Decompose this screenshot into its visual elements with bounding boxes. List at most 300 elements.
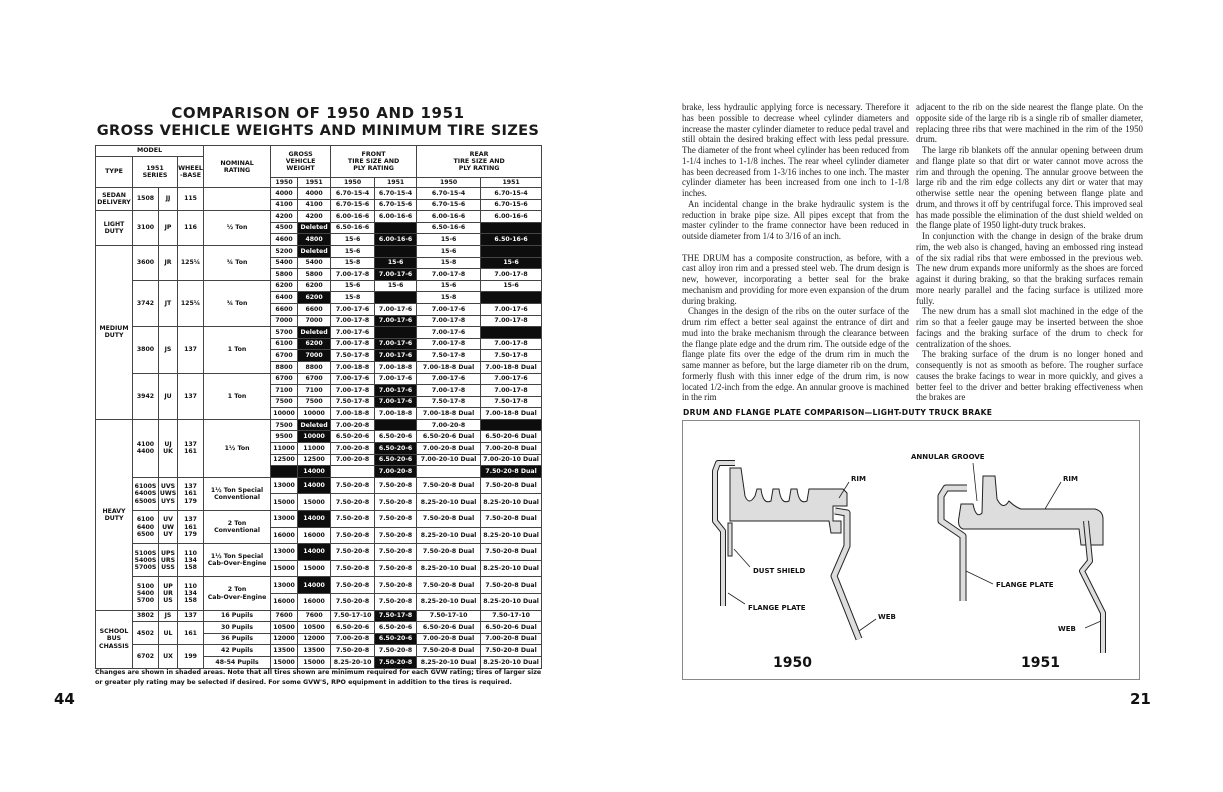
table-row <box>96 477 542 494</box>
series-number: 3942 <box>133 373 159 419</box>
gvw-1950: 13500 <box>271 645 298 657</box>
series-code: UJ UK <box>159 419 178 477</box>
front-tire-1951: 7.50-20-8 <box>375 577 417 594</box>
rear-tire-1950: 7.00-17-8 <box>417 338 481 350</box>
rear-tire-1951 <box>481 222 542 234</box>
gvw-1950: 5800 <box>271 269 298 281</box>
front-tire-1951: 6.50-20-6 <box>375 622 417 634</box>
front-tire-1950: 7.50-20-8 <box>331 477 375 494</box>
series-code: UVS UWS UYS <box>159 477 178 510</box>
gvw-1951: Deleted <box>298 245 331 257</box>
front-tire-1951: 6.00-16-6 <box>375 234 417 246</box>
rear-tire-1950: 15-8 <box>417 292 481 304</box>
rear-tire-1950: 8.25-20-10 Dual <box>417 560 481 577</box>
gvw-1951: 12500 <box>298 454 331 466</box>
front-tire-1950: 7.00-17-6 <box>331 303 375 315</box>
nominal-rating: 1½ Ton Special Conventional <box>204 477 271 510</box>
gvw-1950: 6700 <box>271 373 298 385</box>
table-row <box>96 280 542 292</box>
gvw-1950: 12000 <box>271 633 298 645</box>
gvw-1950: 10000 <box>271 408 298 420</box>
label-web-1951: WEB <box>1058 625 1076 633</box>
rear-tire-1951: 7.50-17-10 <box>481 610 542 622</box>
series-number: 6100S 6400S 6500S <box>133 477 159 510</box>
rear-tire-1950: 7.50-20-8 Dual <box>417 577 481 594</box>
gvw-1950: 6600 <box>271 303 298 315</box>
rear-tire-1951: 6.50-16-6 <box>481 234 542 246</box>
gvw-1951: 14000 <box>298 466 331 478</box>
header-year: 1950 <box>417 177 481 188</box>
front-tire-1951: 7.50-20-8 <box>375 494 417 511</box>
gvw-1951: 11000 <box>298 443 331 455</box>
wheelbase: 116 <box>178 211 204 246</box>
front-tire-1950: 7.50-17-8 <box>331 350 375 362</box>
rear-tire-1950: 8.25-20-10 Dual <box>417 527 481 544</box>
rear-tire-1951: 7.50-20-8 Dual <box>481 511 542 528</box>
gvw-1951: 8800 <box>298 361 331 373</box>
rear-tire-1950: 7.50-20-8 Dual <box>417 645 481 657</box>
label-rim-1950: RIM <box>851 475 866 483</box>
header-type: TYPE <box>96 156 133 188</box>
series-number: 5100S 5400S 5700S <box>133 544 159 577</box>
table-row <box>96 622 542 634</box>
gvw-1950: 4100 <box>271 199 298 211</box>
rear-tire-1950: 7.50-20-8 Dual <box>417 544 481 561</box>
front-tire-1950: 15-8 <box>331 292 375 304</box>
rear-tire-1951: 7.00-17-8 <box>481 338 542 350</box>
front-tire-1950: 7.50-20-8 <box>331 645 375 657</box>
rear-tire-1951 <box>481 245 542 257</box>
gvw-1951: 6200 <box>298 338 331 350</box>
rear-tire-1950: 7.50-17-10 <box>417 610 481 622</box>
label-year-1951: 1951 <box>1021 655 1060 671</box>
front-tire-1950: 7.00-17-8 <box>331 338 375 350</box>
rear-tire-1951: 6.50-20-6 Dual <box>481 622 542 634</box>
front-tire-1951: 7.00-17-6 <box>375 385 417 397</box>
table-row <box>96 245 542 257</box>
rear-tire-1950: 15-6 <box>417 245 481 257</box>
front-tire-1950: 7.50-20-8 <box>331 544 375 561</box>
nominal-rating: 30 Pupils <box>204 622 271 634</box>
paragraph: THE DRUM has a composite construction, as before, with a cast alloy iron rim and a pressed steel web. The drum design is new, however, incorporating a better seal for the brake mechanism and providing for more even expansion of the drum during braking. <box>682 252 909 306</box>
front-tire-1950: 7.50-20-8 <box>331 511 375 528</box>
front-tire-1950: 7.50-20-8 <box>331 494 375 511</box>
front-tire-1951 <box>375 292 417 304</box>
series-number: 3800 <box>133 327 159 373</box>
rear-tire-1951 <box>481 419 542 431</box>
front-tire-1950: 7.00-17-8 <box>331 385 375 397</box>
drum-flange-figure <box>682 420 1140 680</box>
series-number: 3600 <box>133 245 159 280</box>
rear-tire-1951: 7.50-20-8 Dual <box>481 477 542 494</box>
vehicle-type: MEDIUM DUTY <box>96 245 133 419</box>
series-code: JT <box>159 280 178 326</box>
wheelbase: 137 161 179 <box>178 511 204 544</box>
front-tire-1951: 7.00-17-6 <box>375 303 417 315</box>
series-number: 4100 4400 <box>133 419 159 477</box>
gvw-1950: 4500 <box>271 222 298 234</box>
gvw-1951: 4000 <box>298 188 331 200</box>
nominal-rating: 1½ Ton Special Cab-Over-Engine <box>204 544 271 577</box>
gvw-1951: 4200 <box>298 211 331 223</box>
nominal-rating: 16 Pupils <box>204 610 271 622</box>
front-tire-1951: 7.00-17-6 <box>375 350 417 362</box>
gvw-1951: 16000 <box>298 594 331 611</box>
front-tire-1951: 6.50-20-6 <box>375 454 417 466</box>
front-tire-1950: 7.00-17-6 <box>331 373 375 385</box>
gvw-1950: 8800 <box>271 361 298 373</box>
series-code: UPS URS USS <box>159 544 178 577</box>
table-row <box>96 327 542 339</box>
gvw-1950: 7100 <box>271 385 298 397</box>
front-tire-1950: 7.00-20-8 <box>331 633 375 645</box>
rear-tire-1950: 7.00-17-6 <box>417 327 481 339</box>
gvw-1951: 6200 <box>298 292 331 304</box>
gvw-1950: 5400 <box>271 257 298 269</box>
gvw-1951: 12000 <box>298 633 331 645</box>
front-tire-1951: 7.50-17-8 <box>375 610 417 622</box>
rear-tire-1951 <box>481 292 542 304</box>
wheelbase: 125¼ <box>178 280 204 326</box>
front-tire-1950: 6.50-20-6 <box>331 622 375 634</box>
rear-tire-1950: 7.00-18-8 Dual <box>417 408 481 420</box>
wheelbase: 137 <box>178 373 204 419</box>
front-tire-1951: 7.50-20-8 <box>375 594 417 611</box>
rear-tire-1951: 7.00-17-6 <box>481 303 542 315</box>
gvw-1950: 15000 <box>271 656 298 668</box>
rear-tire-1950: 6.50-20-6 Dual <box>417 431 481 443</box>
label-rim-1951: RIM <box>1063 475 1078 483</box>
wheelbase: 110 134 158 <box>178 544 204 577</box>
gvw-1951: 15000 <box>298 656 331 668</box>
front-tire-1950: 15-6 <box>331 234 375 246</box>
front-tire-1951: 7.50-20-8 <box>375 511 417 528</box>
gvw-1951: 16000 <box>298 527 331 544</box>
rear-tire-1951: 7.00-17-6 <box>481 373 542 385</box>
gvw-1951: 14000 <box>298 477 331 494</box>
rear-tire-1950: 7.00-18-8 Dual <box>417 361 481 373</box>
nominal-rating <box>204 188 271 211</box>
series-code: JS <box>159 327 178 373</box>
front-tire-1951: 7.00-18-8 <box>375 408 417 420</box>
rear-tire-1950: 7.50-20-8 Dual <box>417 477 481 494</box>
rim-1950 <box>730 468 847 533</box>
gvw-1950: 6400 <box>271 292 298 304</box>
wheelbase: 110 134 158 <box>178 577 204 610</box>
rear-tire-1950: 8.25-20-10 Dual <box>417 594 481 611</box>
series-number: 6100 6400 6500 <box>133 511 159 544</box>
header-year: 1950 <box>331 177 375 188</box>
label-year-1950: 1950 <box>773 655 812 671</box>
front-tire-1951: 7.50-20-8 <box>375 656 417 668</box>
gvw-1951: 5400 <box>298 257 331 269</box>
gvw-1950 <box>271 466 298 478</box>
label-annular-groove: ANNULAR GROOVE <box>911 453 985 461</box>
front-tire-1951: 7.00-20-8 <box>375 466 417 478</box>
series-code: JP <box>159 211 178 246</box>
paragraph: The large rib blankets off the annular opening between drum and flange plate so that dirt or water cannot move across the rim and through the opening. The annular groove between the large rib and the rim edge collects any dirt or water that may otherwise settle near the opening between flange plate and drum, and throws it off by centrifugal force. This improved seal has made possible the elimination of the dust shield welded on the flange plate of 1950 light-duty truck brakes. <box>916 145 1143 231</box>
front-tire-1950: 7.00-18-8 <box>331 361 375 373</box>
rear-tire-1950 <box>417 466 481 478</box>
nominal-rating: 1 Ton <box>204 327 271 373</box>
rear-tire-1950: 7.00-17-8 <box>417 269 481 281</box>
series-number: 4502 <box>133 622 159 645</box>
rear-tire-1950: 15-8 <box>417 257 481 269</box>
gvw-1951: 7000 <box>298 315 331 327</box>
gvw-1951: Deleted <box>298 419 331 431</box>
table-row <box>96 419 542 431</box>
front-tire-1951: 7.50-20-8 <box>375 645 417 657</box>
gvw-1950: 4600 <box>271 234 298 246</box>
front-tire-1950: 6.00-16-6 <box>331 211 375 223</box>
header-year: 1950 <box>271 177 298 188</box>
gvw-1950: 7500 <box>271 396 298 408</box>
rear-tire-1951: 7.00-17-8 <box>481 385 542 397</box>
rear-tire-1951: 7.50-20-8 Dual <box>481 466 542 478</box>
rear-tire-1950: 15-6 <box>417 280 481 292</box>
gvw-1951: 10000 <box>298 431 331 443</box>
gvw-1951: Deleted <box>298 222 331 234</box>
gvw-1951: 6200 <box>298 280 331 292</box>
front-tire-1950: 7.50-20-8 <box>331 527 375 544</box>
front-tire-1950: 6.70-15-6 <box>331 199 375 211</box>
rear-tire-1951: 7.50-17-8 <box>481 350 542 362</box>
front-tire-1950: 15-8 <box>331 257 375 269</box>
wheelbase: 137 161 179 <box>178 477 204 510</box>
paragraph: The new drum has a small slot machined in the edge of the rim so that a feeler gauge may be inserted between the shoe facings and the braking surface of the drum to check for centralization of the shoes. <box>916 306 1143 349</box>
front-tire-1951: 7.50-20-8 <box>375 527 417 544</box>
gvw-1950: 13000 <box>271 477 298 494</box>
front-tire-1951: 7.00-18-8 <box>375 361 417 373</box>
nominal-rating: 36 Pupils <box>204 633 271 645</box>
front-tire-1950: 7.00-18-8 <box>331 408 375 420</box>
rear-tire-1951: 7.00-17-8 <box>481 269 542 281</box>
gvw-1951: 4100 <box>298 199 331 211</box>
rear-tire-1951: 7.00-17-8 <box>481 315 542 327</box>
paragraph: Changes in the design of the ribs on the outer surface of the drum rim effect a better seal against the entrance of dirt and mud into the brake mechanism through the clearance between the flange plate edge and the drum rim. The outside edge of the flange plate fits over the edge of the drum rim in much the same manner as before, but the large diameter rib on the drum, formerly flush with this inner edge of the drum rim, is now located 1/2-inch from the edge. An annular groove is machined in the rim <box>682 306 909 403</box>
vehicle-type: LIGHT DUTY <box>96 211 133 246</box>
rear-tire-1950: 7.00-17-6 <box>417 303 481 315</box>
series-code: UV UW UY <box>159 511 178 544</box>
gvw-1950: 13000 <box>271 577 298 594</box>
gvw-1950: 9500 <box>271 431 298 443</box>
rear-tire-1951: 6.70-15-6 <box>481 199 542 211</box>
gvw-1950: 7000 <box>271 315 298 327</box>
front-tire-1950: 7.00-17-8 <box>331 269 375 281</box>
rear-tire-1950: 8.25-20-10 Dual <box>417 656 481 668</box>
rear-tire-1951: 7.00-20-8 Dual <box>481 633 542 645</box>
rear-tire-1950: 7.00-20-8 Dual <box>417 443 481 455</box>
rear-tire-1951: 7.00-20-10 Dual <box>481 454 542 466</box>
rear-tire-1950: 6.50-16-6 <box>417 222 481 234</box>
gvw-1950: 10500 <box>271 622 298 634</box>
series-code: JJ <box>159 188 178 211</box>
front-tire-1951: 7.50-20-8 <box>375 560 417 577</box>
header-rear-tire: REAR TIRE SIZE AND PLY RATING <box>417 146 542 178</box>
header-wheelbase: WHEEL -BASE <box>178 156 204 188</box>
nominal-rating: ¾ Ton <box>204 280 271 326</box>
gvw-1951: 7600 <box>298 610 331 622</box>
gvw-1951: 15000 <box>298 560 331 577</box>
header-year: 1951 <box>375 177 417 188</box>
series-code: UX <box>159 645 178 668</box>
front-tire-1951: 7.00-17-6 <box>375 315 417 327</box>
gvw-1950: 12500 <box>271 454 298 466</box>
rear-tire-1950: 7.50-17-8 <box>417 396 481 408</box>
header-year: 1951 <box>481 177 542 188</box>
rear-tire-1951: 7.50-17-8 <box>481 396 542 408</box>
rear-tire-1951: 7.50-20-8 Dual <box>481 645 542 657</box>
rear-tire-1950: 7.00-17-8 <box>417 385 481 397</box>
rear-tire-1950: 7.50-20-8 Dual <box>417 511 481 528</box>
table-row <box>96 544 542 561</box>
drum-1950-illustration <box>715 463 859 639</box>
nominal-rating: 2 Ton Conventional <box>204 511 271 544</box>
gvw-1950: 16000 <box>271 594 298 611</box>
front-tire-1951: 6.00-16-6 <box>375 211 417 223</box>
front-tire-1950: 8.25-20-10 <box>331 656 375 668</box>
series-number: 3802 <box>133 610 159 622</box>
gvw-1951: 5800 <box>298 269 331 281</box>
gvw-1951: 7000 <box>298 350 331 362</box>
front-tire-1951: 6.70-15-4 <box>375 188 417 200</box>
page-title-line-1: COMPARISON OF 1950 AND 1951 <box>171 104 465 122</box>
front-tire-1951: 6.70-15-6 <box>375 199 417 211</box>
front-tire-1950: 6.70-15-4 <box>331 188 375 200</box>
paragraph: In conjunction with the change in design of the brake drum rim, the web also is changed, having an embossed ring instead of the six radial ribs that were embossed in the previous web. The new drum expands more uniformly as the shoes are forced against it during braking, so that the braking surfaces remain more nearly parallel and the facing surface is utilized more fully. <box>916 231 1143 306</box>
table-row <box>96 610 542 622</box>
table-row <box>96 211 542 223</box>
rear-tire-1950: 6.70-15-4 <box>417 188 481 200</box>
gvw-1951: 14000 <box>298 511 331 528</box>
page-title-line-2: GROSS VEHICLE WEIGHTS AND MINIMUM TIRE SIZES <box>96 122 540 139</box>
front-tire-1950: 7.50-20-8 <box>331 594 375 611</box>
series-number: 1508 <box>133 188 159 211</box>
nominal-rating: 1 Ton <box>204 373 271 419</box>
front-tire-1950: 7.00-17-6 <box>331 327 375 339</box>
text-column-1 <box>682 102 909 403</box>
gvw-1950: 6200 <box>271 280 298 292</box>
rear-tire-1951: 7.00-18-8 Dual <box>481 361 542 373</box>
gvw-1951: 6600 <box>298 303 331 315</box>
rear-tire-1951: 6.70-15-4 <box>481 188 542 200</box>
gvw-1950: 7600 <box>271 610 298 622</box>
page-number-right: 21 <box>1130 690 1151 708</box>
header-nominal-rating: NOMINAL RATING <box>204 146 271 188</box>
gvw-1950: 6700 <box>271 350 298 362</box>
label-dust-shield: DUST SHIELD <box>753 567 806 575</box>
gvw-1951: 7100 <box>298 385 331 397</box>
rear-tire-1951: 6.50-20-6 Dual <box>481 431 542 443</box>
rear-tire-1951: 7.00-18-8 Dual <box>481 408 542 420</box>
rear-tire-1951: 15-6 <box>481 257 542 269</box>
series-code: JU <box>159 373 178 419</box>
nominal-rating: 1½ Ton <box>204 419 271 477</box>
front-tire-1951: 7.00-17-6 <box>375 396 417 408</box>
rear-tire-1950: 6.70-15-6 <box>417 199 481 211</box>
rear-tire-1951: 8.25-20-10 Dual <box>481 527 542 544</box>
label-flange-plate-1950: FLANGE PLATE <box>748 604 806 612</box>
rim-1951 <box>959 476 1104 545</box>
front-tire-1950: 7.00-17-8 <box>331 315 375 327</box>
series-code: JR <box>159 245 178 280</box>
gvw-1951: 14000 <box>298 577 331 594</box>
nominal-rating: 42 Pupils <box>204 645 271 657</box>
gvw-1950: 15000 <box>271 494 298 511</box>
gvw-1951: 14000 <box>298 544 331 561</box>
paragraph: An incidental change in the brake hydraulic system is the reduction in brake pipe size. All pipes except that from the master cylinder to the frame connector have been reduced in outside diameter from 1/4 to 3/16 of an inch. <box>682 198 909 241</box>
rear-tire-1951: 8.25-20-10 Dual <box>481 494 542 511</box>
header-gvw: GROSS VEHICLE WEIGHT <box>271 146 331 178</box>
gvw-1950: 13000 <box>271 511 298 528</box>
gvw-1950: 4200 <box>271 211 298 223</box>
label-flange-plate-1951: FLANGE PLATE <box>996 581 1054 589</box>
rear-tire-1950: 7.00-20-10 Dual <box>417 454 481 466</box>
vehicle-type: SCHOOL BUS CHASSIS <box>96 610 133 668</box>
rear-tire-1950: 8.25-20-10 Dual <box>417 494 481 511</box>
gvw-1951: 15000 <box>298 494 331 511</box>
front-tire-1951: 7.50-20-8 <box>375 544 417 561</box>
series-code: JS <box>159 610 178 622</box>
gvw-1951: 7500 <box>298 396 331 408</box>
nominal-rating: ½ Ton <box>204 211 271 246</box>
nominal-rating: 48-54 Pupils <box>204 656 271 668</box>
gvw-1951: 10500 <box>298 622 331 634</box>
gvw-1950: 11000 <box>271 443 298 455</box>
gvw-1951: 4800 <box>298 234 331 246</box>
header-front-tire: FRONT TIRE SIZE AND PLY RATING <box>331 146 417 178</box>
drum-1951-illustration <box>941 476 1103 653</box>
front-tire-1950: 15-6 <box>331 245 375 257</box>
front-tire-1951 <box>375 245 417 257</box>
wheelbase: 137 <box>178 610 204 622</box>
rear-tire-1950: 15-6 <box>417 234 481 246</box>
rear-tire-1951: 8.25-20-10 Dual <box>481 656 542 668</box>
table-row <box>96 373 542 385</box>
vehicle-type: SEDAN DELIVERY <box>96 188 133 211</box>
table-footnote: Changes are shown in shaded areas. Note that all tires shown are minimum required for each GVW rating; tires of larger size or greater ply rating may be selected if desired. For some GVW'S, RPO equipment in addition to the tires is required. <box>95 669 542 686</box>
wheelbase: 125¼ <box>178 245 204 280</box>
gvw-1950: 4000 <box>271 188 298 200</box>
front-tire-1950: 7.50-17-10 <box>331 610 375 622</box>
table-row <box>96 645 542 657</box>
series-number: 3742 <box>133 280 159 326</box>
paragraph: The braking surface of the drum is no longer honed and consequently is not as smooth as before. The rougher surface causes the brake facings to wear in more quickly, and gives a better feel to the driver and better braking effectiveness when the brakes are <box>916 349 1143 403</box>
gvw-1950: 5200 <box>271 245 298 257</box>
rear-tire-1950: 7.00-17-8 <box>417 315 481 327</box>
front-tire-1950: 6.50-20-6 <box>331 431 375 443</box>
wheelbase: 161 <box>178 622 204 645</box>
rear-tire-1951: 7.00-20-8 Dual <box>481 443 542 455</box>
rear-tire-1951: 7.50-20-8 Dual <box>481 544 542 561</box>
series-code: UL <box>159 622 178 645</box>
wheelbase: 137 161 <box>178 419 204 477</box>
front-tire-1951 <box>375 222 417 234</box>
rear-tire-1951 <box>481 327 542 339</box>
rear-tire-1950: 7.00-17-6 <box>417 373 481 385</box>
rear-tire-1950: 7.50-17-8 <box>417 350 481 362</box>
vehicle-type: HEAVY DUTY <box>96 419 133 610</box>
gvw-1951: 13500 <box>298 645 331 657</box>
rear-tire-1951: 7.50-20-8 Dual <box>481 577 542 594</box>
front-tire-1951: 7.00-17-6 <box>375 269 417 281</box>
series-number: 3100 <box>133 211 159 246</box>
series-number: 5100 5400 5700 <box>133 577 159 610</box>
rear-tire-1951: 8.25-20-10 Dual <box>481 594 542 611</box>
front-tire-1950: 7.50-20-8 <box>331 560 375 577</box>
header-model: MODEL <box>96 146 204 157</box>
gvw-1951: 6700 <box>298 373 331 385</box>
